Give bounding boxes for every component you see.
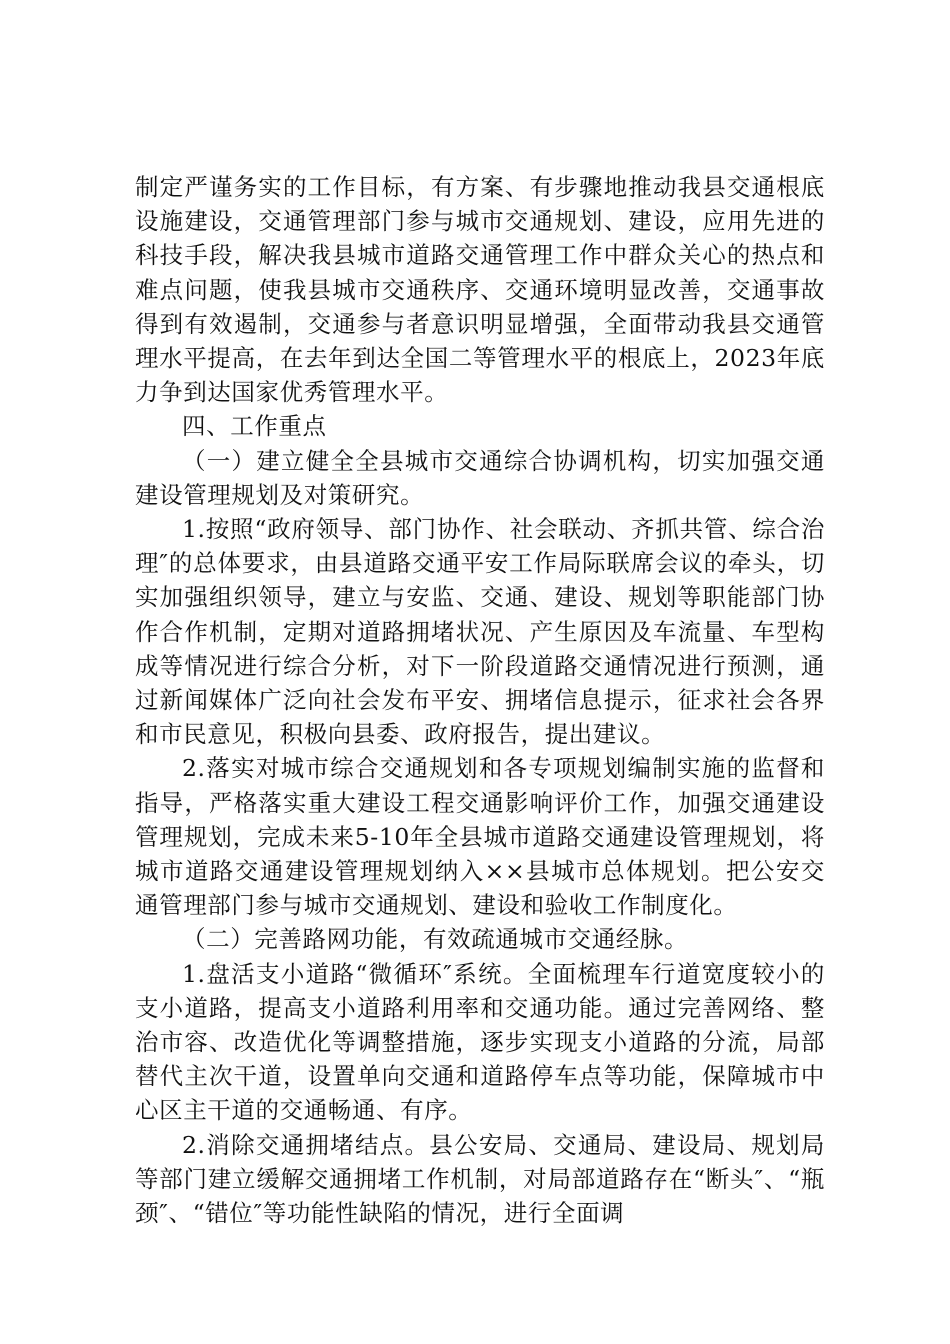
subsection-heading-2: （二）完善路网功能，有效疏通城市交通经脉。 bbox=[182, 925, 689, 954]
subsection-heading-1: （一）建立健全全县城市交通综合协调机构，切实加强交通建设管理规划及对策研究。 bbox=[135, 446, 825, 509]
paragraph-item-2-2: 2.消除交通拥堵结点。县公安局、交通局、建设局、规划局等部门建立缓解交通拥堵工作机制，对局部道路存在“断头″、“瓶颈″、“错位″等功能性缺陷的情况，进行全面调 bbox=[135, 1130, 825, 1228]
paragraph-item-1-2: 2.落实对城市综合交通规划和各专项规划编制实施的监督和指导，严格落实重大建设工程交通影响评价工作，加强交通建设管理规划，完成未来5-10年全县城市道路交通建设管理规划，将城市道路交通建设管理规划纳入××县城市总体规划。把公安交通管理部门参与城市交通规划、建设和验收工作制度化。 bbox=[135, 754, 825, 920]
paragraph-goals-continued: 制定严谨务实的工作目标，有方案、有步骤地推动我县交通根底设施建设，交通管理部门参与城市交通规划、建设，应用先进的科技手段，解决我县城市道路交通管理工作中群众关心的热点和难点问题，使我县城市交通秩序、交通环境明显改善，交通事故得到有效遏制，交通参与者意识明显增强，全面带动我县交通管理水平提高，在去年到达全国二等管理水平的根底上，2023年底力争到达国家优秀管理水平。 bbox=[135, 173, 825, 407]
document-body bbox=[135, 170, 825, 1230]
paragraph-item-2-1: 1.盘活支小道路“微循环″系统。全面梳理车行道宽度较小的支小道路，提高支小道路利用率和交通功能。通过完善网络、整治市容、改造优化等调整措施，逐步实现支小道路的分流，局部替代主次干道，设置单向交通和道路停车点等功能，保障城市中心区主干道的交通畅通、有序。 bbox=[135, 959, 825, 1125]
paragraph-item-1-1: 1.按照“政府领导、部门协作、社会联动、齐抓共管、综合治理″的总体要求，由县道路交通平安工作局际联席会议的牵头，切实加强组织领导，建立与安监、交通、建设、规划等职能部门协作合作机制，定期对道路拥堵状况、产生原因及车流量、车型构成等情况进行综合分析，对下一阶段道路交通情况进行预测，通过新闻媒体广泛向社会发布平安、拥堵信息提示，征求社会各界和市民意见，积极向县委、政府报告，提出建议。 bbox=[135, 515, 825, 749]
section-heading-work-focus: 四、工作重点 bbox=[182, 412, 327, 441]
